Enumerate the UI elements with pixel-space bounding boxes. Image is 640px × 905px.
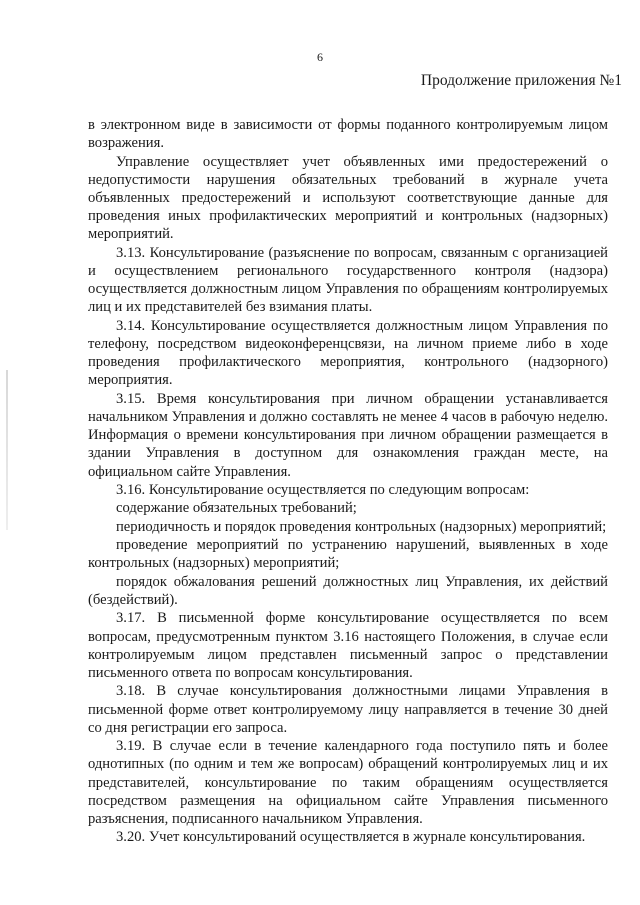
left-margin-mark bbox=[6, 370, 8, 530]
paragraph-3-19: 3.19. В случае если в течение календарного года поступило пять и более однотипных (по одним и тем же вопросам) обращений контролируемых лиц и их представителей, консультирование по таким обращениям осуществляется посредством размещения на официальном сайте Управления письменного разъяснения, подписанного начальником Управления. bbox=[88, 738, 608, 827]
paragraph-3-14: 3.14. Консультирование осуществляется должностным лицом Управления по телефону, посредством видеоконференцсвязи, на личном приеме либо в ходе проведения профилактического мероприятия, контрольного (надзорного) мероприятия. bbox=[88, 317, 608, 389]
paragraph: в электронном виде в зависимости от формы поданного контролируемым лицом возражения. bbox=[88, 117, 608, 152]
paragraph-3-18: 3.18. В случае консультирования должностными лицами Управления в письменной форме ответ контролируемому лицу направляется в течение 30 дней со дня регистрации его запроса. bbox=[88, 683, 608, 736]
list-item: периодичность и порядок проведения контрольных (надзорных) мероприятий; bbox=[116, 518, 607, 535]
page-number: 6 bbox=[317, 50, 323, 64]
list-item: проведение мероприятий по устранению нарушений, выявленных в ходе контрольных (надзорных) мероприятий; bbox=[88, 537, 608, 572]
paragraph-3-17: 3.17. В письменной форме консультирование осуществляется по всем вопросам, предусмотренным пунктом 3.16 настоящего Положения, в случае если контролируемым лицом представлен письменный запрос о представлении письменного ответа по вопросам консультирования. bbox=[88, 610, 608, 681]
paragraph-3-16: 3.16. Консультирование осуществляется по следующим вопросам: bbox=[116, 482, 530, 498]
list-item: содержание обязательных требований; bbox=[116, 500, 357, 517]
document-body bbox=[88, 116, 608, 847]
appendix-continuation-header: Продолжение приложения №1 bbox=[420, 72, 622, 89]
paragraph-3-15: 3.15. Время консультирования при личном обращении устанавливается начальником Управления и должно составлять не менее 4 часов в рабочую неделю. Информация о времени консультирования при личном обращении размещается в здании Управления в доступном для ознакомления граждан месте, на официальном сайте Управления. bbox=[88, 390, 608, 480]
list-item: порядок обжалования решений должностных лиц Управления, их действий (бездействий). bbox=[88, 573, 608, 608]
paragraph-3-20: 3.20. Учет консультирований осуществляется в журнале консультирования. bbox=[116, 829, 586, 846]
paragraph: Управление осуществляет учет объявленных ими предостережений о недопустимости нарушения обязательных требований в журнале учета объявленных предостережений и используют соответствующие данные для проведения иных профилактических мероприятий и контрольных (надзорных) мероприятий. bbox=[88, 153, 608, 243]
paragraph-3-13: 3.13. Консультирование (разъяснение по вопросам, связанным с организацией и осуществлением регионального государственного контроля (надзора) осуществляется должностным лицом Управления по обращениям контролируемых лиц и их представителей без взимания платы. bbox=[88, 244, 608, 316]
